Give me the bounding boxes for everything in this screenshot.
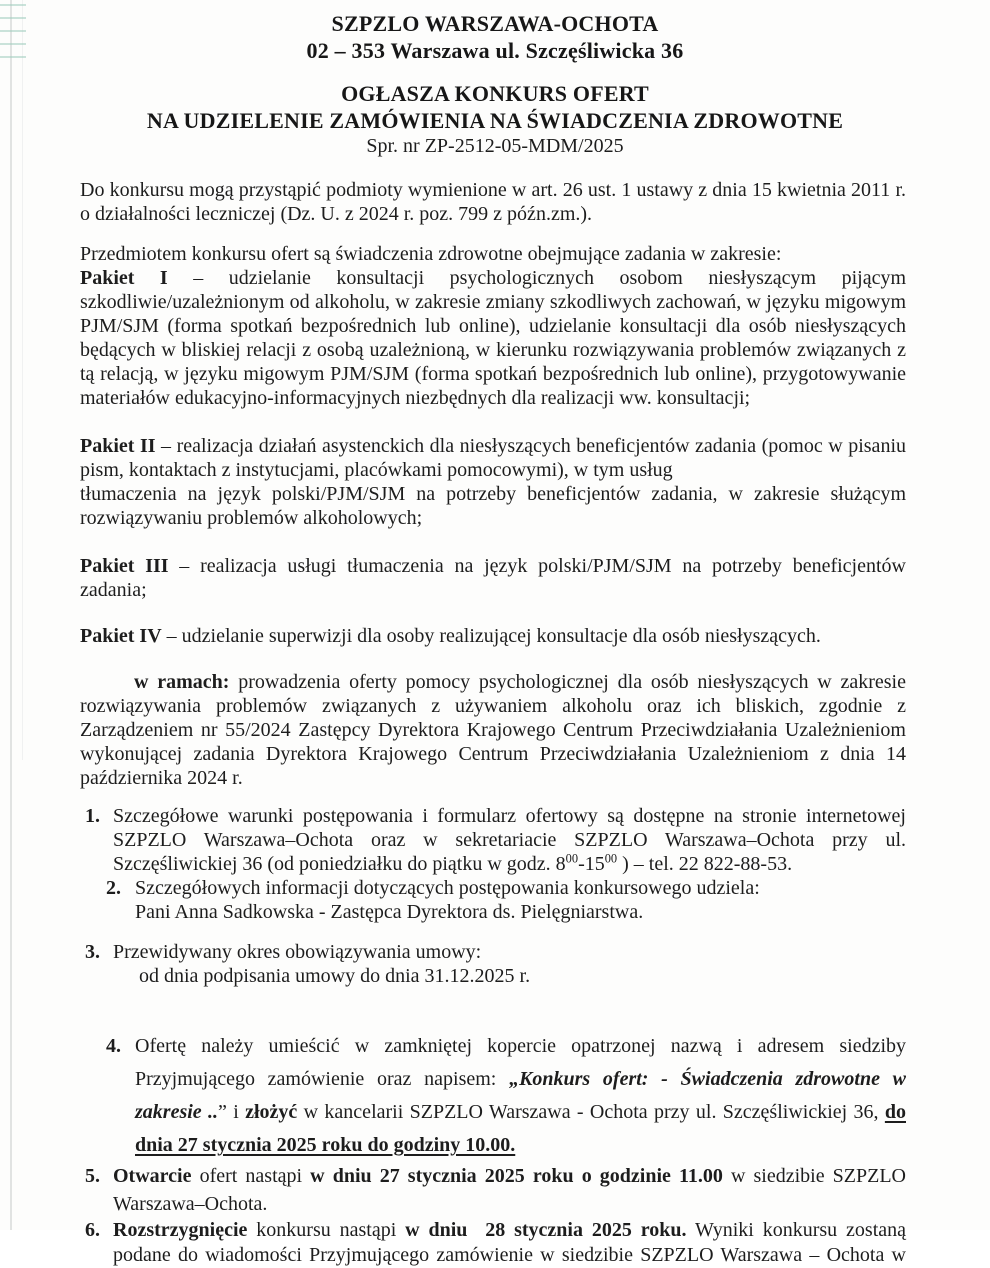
list-item-6 <box>85 1218 906 1268</box>
list-item-6-text: Rozstrzygnięcie konkursu nastąpi w dniu 28 stycznia 2025 roku. Wyniki konkursu zostaną podane do wiadomości Przyjmującego zamówienie w siedzibie SZPZLO Warszawa – Ochota w <box>113 1219 907 1266</box>
list-item-5-number: 5. <box>85 1165 100 1187</box>
announcement-title-line2: NA UDZIELENIE ZAMÓWIENIA NA ŚWIADCZENIA ZDROWOTNE <box>146 108 844 133</box>
list-item-4-text: Ofertę należy umieścić w zamkniętej kopercie opatrzonej nazwą i adresem siedziby Przyjmującego zamówienie oraz napisem: „Konkurs ofert: - Świadczenia zdrowotne w zakresie ..” i złożyć w kancelarii SZPZLO Warszawa - Ochota przy ul. Szczęśliwickiej 36, do dnia 27 stycznia 2025 roku do godziny 10.00. <box>135 1035 907 1156</box>
pakiet-3-paragraph: Pakiet III – realizacja usługi tłumaczenia na język polski/PJM/SJM na potrzeby beneficjentów zadania; <box>80 555 906 601</box>
list-item-5 <box>85 1162 906 1218</box>
list-item-6-number: 6. <box>85 1219 100 1241</box>
case-number: Spr. nr ZP-2512-05-MDM/2025 <box>366 135 624 157</box>
list-item-2 <box>106 876 906 924</box>
scan-edge-line-secondary <box>22 0 23 760</box>
list-item-1-number: 1. <box>85 805 100 827</box>
org-name: SZPZLO WARSZAWA-OCHOTA <box>331 11 659 36</box>
list-item-1 <box>85 804 906 876</box>
header-spacer <box>0 64 990 80</box>
list-item-4 <box>106 1030 906 1162</box>
list-item-5-text: Otwarcie ofert nastąpi w dniu 27 stycznia 2025 roku o godzinie 11.00 w siedzibie SZPZLO Warszawa–Ochota. <box>113 1165 906 1215</box>
w-ramach-paragraph: w ramach: prowadzenia oferty pomocy psychologicznej dla osób niesłyszących w zakresie rozwiązywania problemów związanych z używaniem alkoholu oraz ich bliskich, zgodnie z Zarządzeniem nr 55/2024 Zastępcy Dyrektora Krajowego Centrum Przeciwdziałania Uzależnieniom wykonującej zadania Dyrektora Krajowego Centrum Przeciwdziałania Uzależnieniom z dnia 14 października 2024 r. <box>80 671 906 789</box>
pakiet-2-paragraph: Pakiet II – realizacja działań asystenckich dla niesłyszących beneficjentów zadania (pomoc w pisaniu pism, kontaktach z instytucjami, placówkami pomocowymi), w tym usług tłumaczenia na język polski/PJM/SJM na potrzeby beneficjentów zadania, w zakresie służącym rozwiązywaniu problemów alkoholowych; <box>80 435 906 529</box>
list-item-3 <box>85 940 906 988</box>
list-item-2-number: 2. <box>106 877 121 899</box>
list-item-2-text: Szczegółowych informacji dotyczących postępowania konkursowego udziela: Pani Anna Sadkowska - Zastępca Dyrektora ds. Pielęgniarstwa. <box>135 877 760 923</box>
list-item-3-text: Przewidywany okres obowiązywania umowy: od dnia podpisania umowy do dnia 31.12.2025 r. <box>113 941 531 987</box>
numbered-list <box>0 804 990 1268</box>
list-item-3-number: 3. <box>85 941 100 963</box>
scan-corner-marks <box>0 4 26 62</box>
org-address: 02 – 353 Warszawa ul. Szczęśliwicka 36 <box>306 38 684 63</box>
scan-edge-line <box>10 0 12 1230</box>
subject-line: Przedmiotem konkursu ofert są świadczenia zdrowotne obejmujące zadania w zakresie: <box>80 243 782 265</box>
document-body <box>0 178 990 1268</box>
list-item-4-number: 4. <box>106 1035 121 1057</box>
announcement-title-line1: OGŁASZA KONKURS OFERT <box>341 81 649 106</box>
list-item-1-text: Szczegółowe warunki postępowania i formularz ofertowy są dostępne na stronie internetowej SZPZLO Warszawa–Ochota oraz w sekretariacie SZPZLO Warszawa–Ochota przy ul. Szczęśliwickiej 36 (od poniedziałku do piątku w godz. $8^{00}-15^{00}$ ) – tel. 22 822-88-53. <box>113 805 906 875</box>
document-header <box>0 0 990 158</box>
intro-paragraph: Do konkursu mogą przystąpić podmioty wymienione w art. 26 ust. 1 ustawy z dnia 15 kwietnia 2011 r. o działalności leczniczej (Dz. U. z 2024 r. poz. 799 z późn.zm.). <box>80 179 906 225</box>
pakiet-1-paragraph: Pakiet I – udzielanie konsultacji psychologicznych osobom niesłyszącym pijącym szkodliwie/uzależnionym od alkoholu, w zakresie zmiany szkodliwych zachowań, w języku migowym PJM/SJM (forma spotkań bezpośrednich lub online), udzielanie konsultacji dla osób niesłyszących będących w bliskiej relacji z osobą uzależnioną, w kierunku rozwiązywania problemów związanych z tą relacją, w języku migowym PJM/SJM (forma spotkań bezpośrednich lub online), przygotowywanie materiałów edukacyjno-informacyjnych niezbędnych dla realizacji ww. konsultacji; <box>80 267 907 409</box>
pakiet-4-paragraph: Pakiet IV – udzielanie superwizji dla osoby realizującej konsultacje dla osób niesłyszących. <box>80 625 821 647</box>
